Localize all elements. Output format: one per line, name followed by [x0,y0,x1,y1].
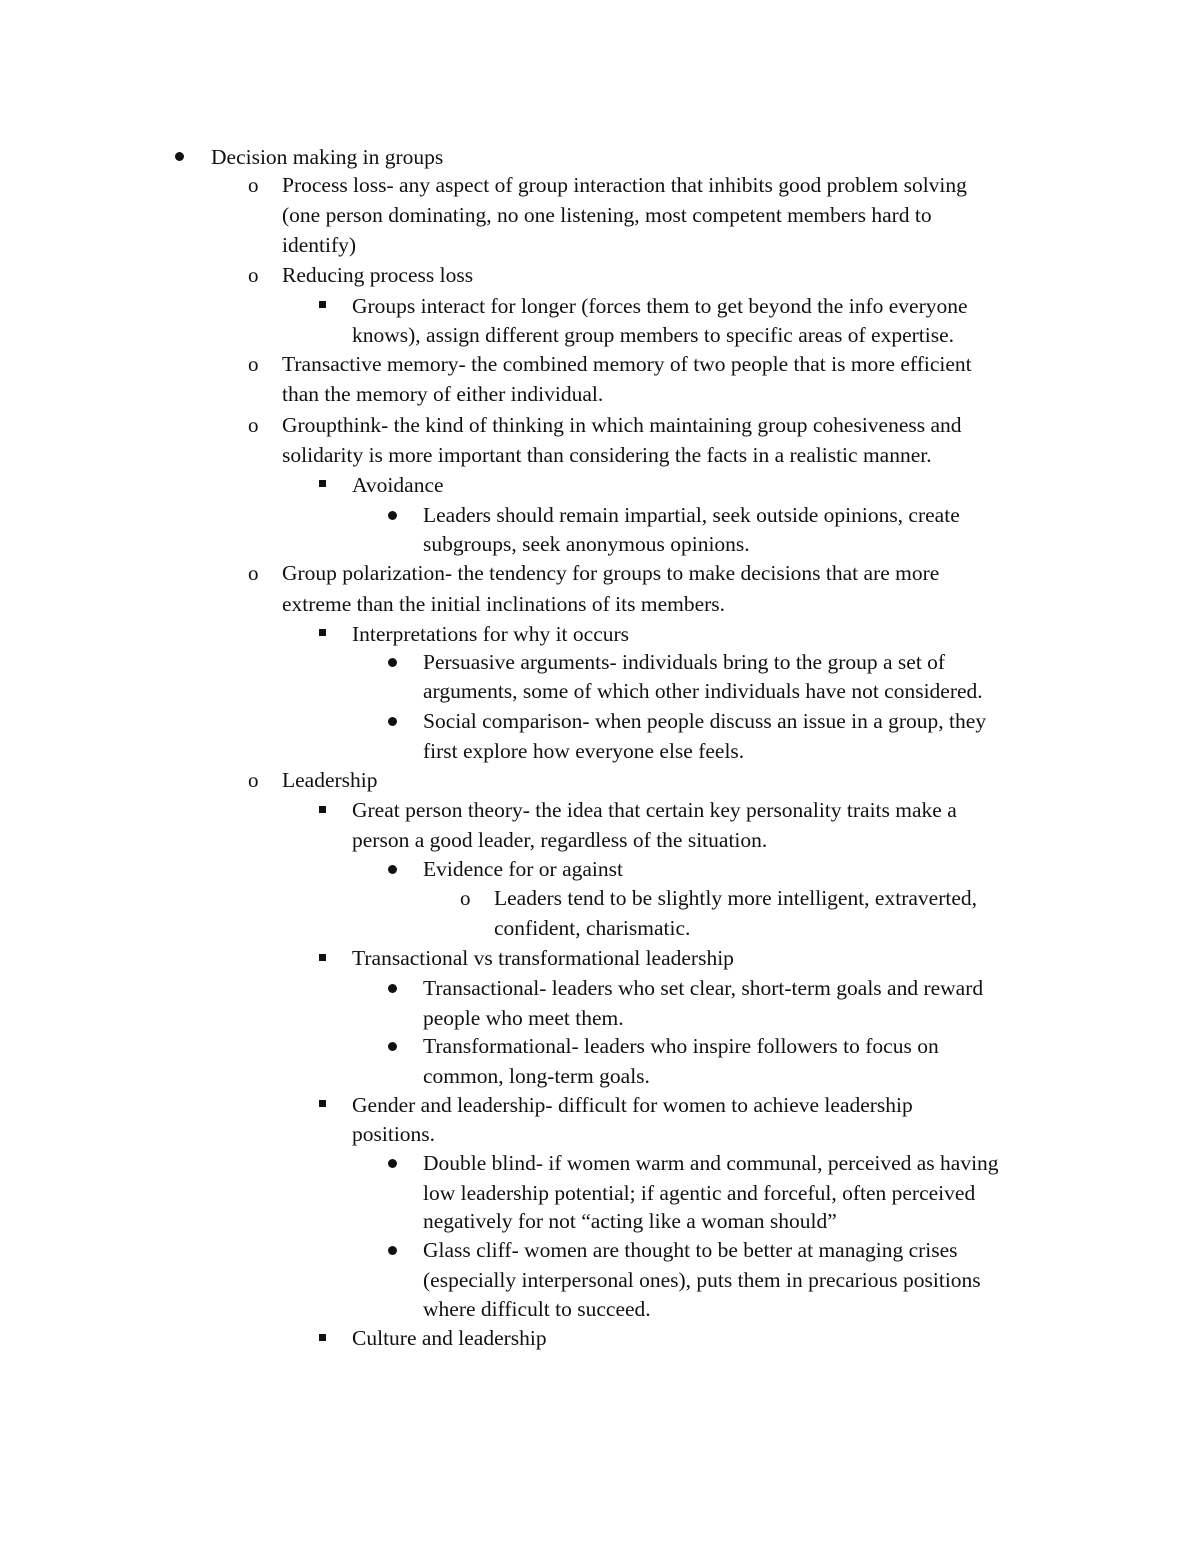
bullet-circle-icon: o [248,561,259,585]
bullet-circle-icon: o [248,263,259,287]
gender-line-2: positions. [352,1122,436,1146]
bullet-square-icon [319,1334,326,1341]
bullet-circle-icon: o [248,768,259,792]
transactional-line-2: people who meet them. [423,1006,624,1030]
reducing-process-loss: Reducing process loss [282,263,474,287]
bullet-square-icon [319,629,326,636]
avoidance-line-1: Leaders should remain impartial, seek outside opinions, create [423,503,960,527]
double-blind-line-3: negatively for not “acting like a woman should” [423,1209,837,1233]
persuasive-line-1: Persuasive arguments- individuals bring to the group a set of [423,650,946,674]
bullet-circle-icon: o [460,886,471,910]
glass-cliff-line-3: where difficult to succeed. [423,1297,651,1321]
transactive-line-2: than the memory of either individual. [282,382,604,406]
bullet-disc-icon [388,1246,397,1255]
process-loss-line-2: (one person dominating, no one listening, most competent members hard to [282,203,932,227]
great-person-line-1: Great person theory- the idea that certain key personality traits make a [352,798,957,822]
list-item-decision-making: Decision making in groups [211,145,444,169]
double-blind-line-2: low leadership potential; if agentic and forceful, often perceived [423,1181,976,1205]
interpretations: Interpretations for why it occurs [352,622,630,646]
bullet-square-icon [319,301,326,308]
double-blind-line-1: Double blind- if women warm and communal, perceived as having [423,1151,999,1175]
transformational-line-2: common, long-term goals. [423,1064,650,1088]
glass-cliff-line-2: (especially interpersonal ones), puts them in precarious positions [423,1268,981,1292]
bullet-disc-icon [388,865,397,874]
great-person-line-2: person a good leader, regardless of the situation. [352,828,768,852]
bullet-square-icon [319,1100,326,1107]
avoidance: Avoidance [352,473,444,497]
bullet-circle-icon: o [248,413,259,437]
groupthink-line-2: solidarity is more important than considering the facts in a realistic manner. [282,443,932,467]
bullet-square-icon [319,806,326,813]
leadership: Leadership [282,768,378,792]
process-loss-line-3: identify) [282,233,357,257]
reducing-sub-line-1: Groups interact for longer (forces them to get beyond the info everyone [352,294,968,318]
culture-and-leadership: Culture and leadership [352,1326,547,1350]
bullet-square-icon [319,480,326,487]
gender-line-1: Gender and leadership- difficult for women to achieve leadership [352,1093,913,1117]
bullet-circle-icon: o [248,352,259,376]
transactional-vs-transformational: Transactional vs transformational leadership [352,946,734,970]
social-comparison-line-1: Social comparison- when people discuss an issue in a group, they [423,709,987,733]
glass-cliff-line-1: Glass cliff- women are thought to be better at managing crises [423,1238,958,1262]
reducing-sub-line-2: knows), assign different group members to specific areas of expertise. [352,323,955,347]
polarization-line-2: extreme than the initial inclinations of its members. [282,592,726,616]
bullet-disc-icon [388,717,397,726]
bullet-disc-icon [388,658,397,667]
bullet-square-icon [319,954,326,961]
bullet-circle-icon: o [248,173,259,197]
transactive-line-1: Transactive memory- the combined memory of two people that is more efficient [282,352,972,376]
bullet-disc-icon [388,984,397,993]
bullet-disc-icon [388,1159,397,1168]
transactional-line-1: Transactional- leaders who set clear, short-term goals and reward [423,976,984,1000]
bullet-disc-icon [388,1042,397,1051]
evidence-line-2: confident, charismatic. [494,916,691,940]
transformational-line-1: Transformational- leaders who inspire followers to focus on [423,1034,939,1058]
process-loss-line-1: Process loss- any aspect of group interaction that inhibits good problem solving [282,173,967,197]
social-comparison-line-2: first explore how everyone else feels. [423,739,745,763]
evidence-line-1: Leaders tend to be slightly more intelligent, extraverted, [494,886,977,910]
bullet-disc-icon [388,511,397,520]
persuasive-line-2: arguments, some of which other individuals have not considered. [423,679,983,703]
bullet-disc-icon [175,152,184,161]
avoidance-line-2: subgroups, seek anonymous opinions. [423,532,750,556]
polarization-line-1: Group polarization- the tendency for groups to make decisions that are more [282,561,940,585]
evidence: Evidence for or against [423,857,623,881]
groupthink-line-1: Groupthink- the kind of thinking in which maintaining group cohesiveness and [282,413,962,437]
